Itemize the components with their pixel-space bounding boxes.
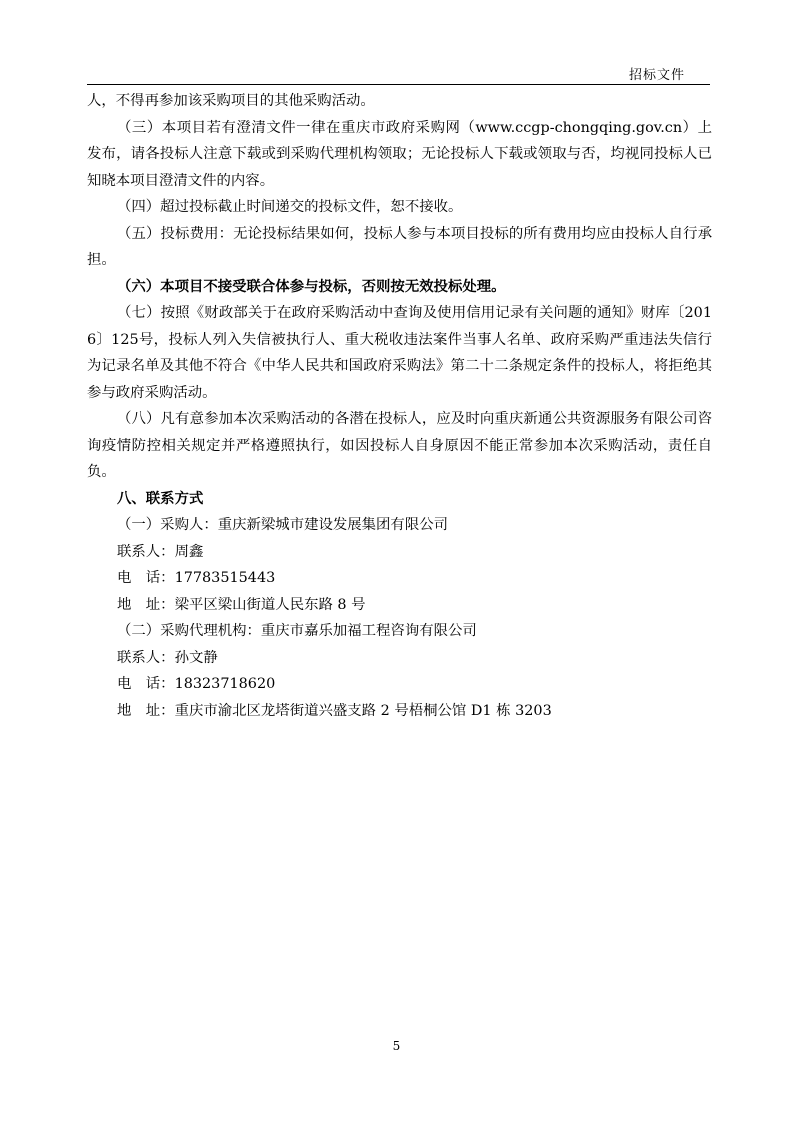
paragraph-bid-cost: （五）投标费用：无论投标结果如何，投标人参与本项目投标的所有费用均应由投标人自行承担。 <box>87 225 712 268</box>
paragraph-continuation: 人，不得再参加该采购项目的其他采购活动。 <box>87 93 375 109</box>
document-header-title: 招标文件 <box>629 68 686 83</box>
contact-purchaser-address: 地 址：梁平区梁山街道人民东路 8 号 <box>117 596 366 613</box>
contact-agency-person: 联系人：孙文静 <box>117 649 218 666</box>
paragraph-clarification: （三）本项目若有澄清文件一律在重庆市政府采购网（www.ccgp-chongqing.gov.cn）上发布，请各投标人注意下载或到采购代理机构领取；无论投标人下载或领取与否，均视同投标人已知晓本项目澄清文件的内容。 <box>87 119 712 189</box>
section-heading-contact: 八、联系方式 <box>117 489 204 507</box>
document-body <box>87 88 712 724</box>
contact-purchaser-phone: 电 话：17783515443 <box>117 570 276 586</box>
page-number: 5 <box>392 1039 401 1053</box>
paragraph-epidemic-control: （八）凡有意参加本次采购活动的各潜在投标人，应及时向重庆新通公共资源服务有限公司咨询疫情防控相关规定并严格遵照执行，如因投标人自身原因不能正常参加本次采购活动，责任自负。 <box>87 411 712 480</box>
paragraph-no-consortium: （六）本项目不接受联合体参与投标，否则按无效投标处理。 <box>117 277 506 295</box>
contact-purchaser-person: 联系人：周鑫 <box>117 543 204 560</box>
paragraph-credit-record: （七）按照《财政部关于在政府采购活动中查询及使用信用记录有关问题的通知》财库〔2016〕125号，投标人列入失信被执行人、重大税收违法案件当事人名单、政府采购严重违法失信行为记录名单及其他不符合《中华人民共和国政府采购法》第二十二条规定条件的投标人，将拒绝其参与政府采购活动。 <box>87 305 712 401</box>
contact-agency-address: 地 址：重庆市渝北区龙塔街道兴盛支路 2 号梧桐公馆 D1 栋 3203 <box>117 702 552 719</box>
contact-agency: （二）采购代理机构：重庆市嘉乐加福工程咨询有限公司 <box>117 623 477 639</box>
header-divider <box>87 84 710 85</box>
paragraph-deadline: （四）超过投标截止时间递交的投标文件，恕不接收。 <box>117 199 463 215</box>
contact-purchaser: （一）采购人：重庆新梁城市建设发展集团有限公司 <box>117 517 448 533</box>
contact-agency-phone: 电 话：18323718620 <box>117 676 276 692</box>
